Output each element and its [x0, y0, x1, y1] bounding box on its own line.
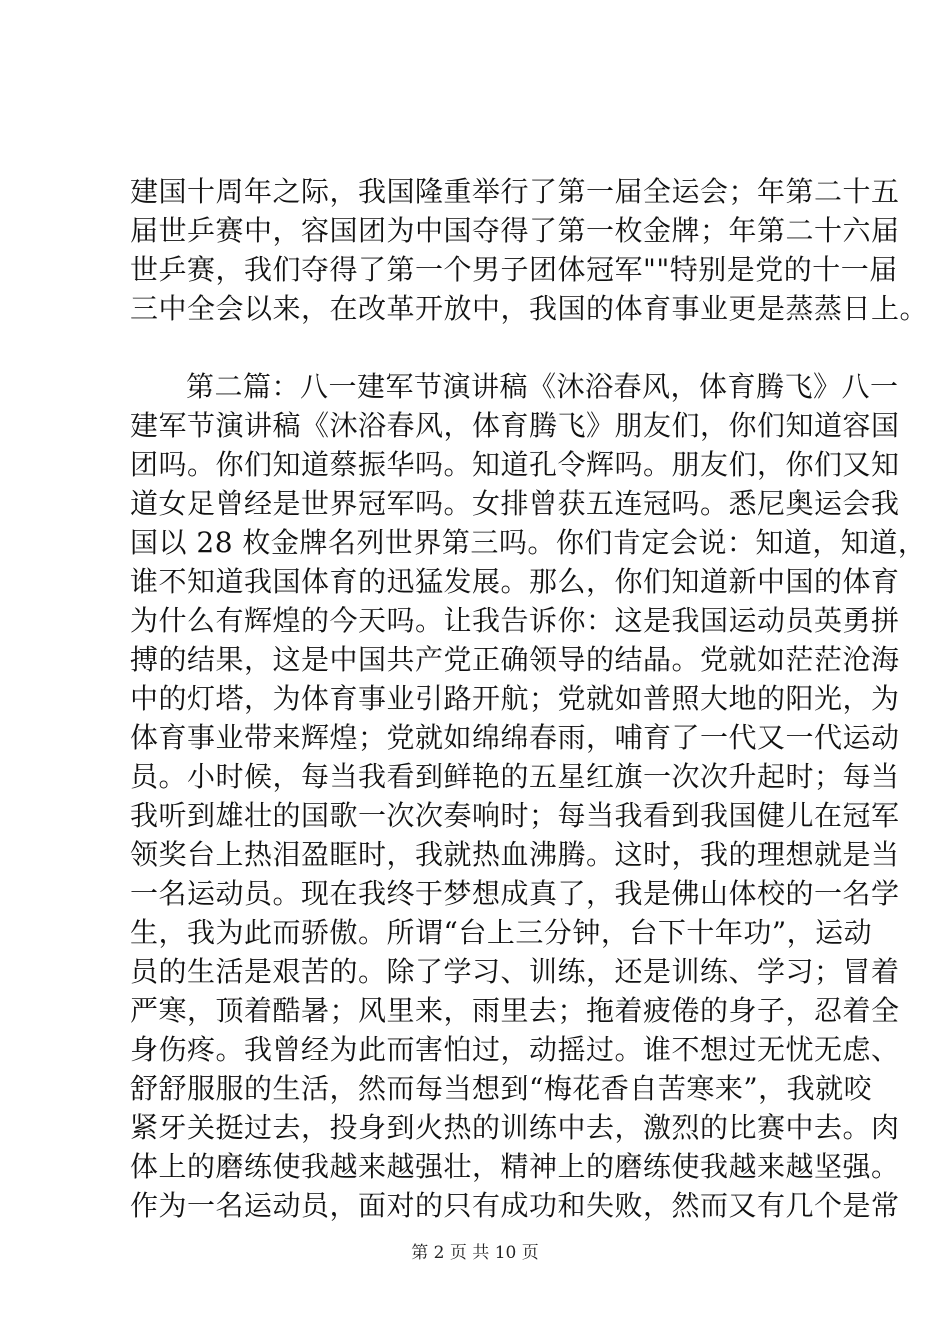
paragraph-2-line-13: 领奖台上热泪盈眶时，我就热血沸腾。这时，我的理想就是当 — [130, 838, 900, 871]
paragraph-2-line-5: 国以 28 枚金牌名列世界第三吗。你们肯定会说：知道，知道， — [130, 526, 927, 559]
paragraph-1-line-2: 届世乒赛中，容国团为中国夺得了第一枚金牌；年第二十六届 — [130, 214, 900, 247]
paragraph-2-line-3: 团吗。你们知道蔡振华吗。知道孔令辉吗。朋友们，你们又知 — [130, 448, 900, 481]
paragraph-2-line-8: 搏的结果，这是中国共产党正确领导的结晶。党就如茫茫沧海 — [130, 643, 900, 676]
page-number-footer: 第 2 页 共 10 页 — [411, 1243, 539, 1263]
paragraph-2-line-7: 为什么有辉煌的今天吗。让我告诉你：这是我国运动员英勇拼 — [130, 604, 900, 637]
paragraph-2-line-14: 一名运动员。现在我终于梦想成真了，我是佛山体校的一名学 — [130, 877, 900, 910]
paragraph-2-line-6: 谁不知道我国体育的迅猛发展。那么，你们知道新中国的体育 — [130, 565, 900, 598]
paragraph-1-line-3: 世乒赛，我们夺得了第一个男子团体冠军""特别是党的十一届 — [130, 253, 898, 286]
paragraph-2-line-22: 作为一名运动员，面对的只有成功和失败，然而又有几个是常 — [130, 1189, 900, 1222]
paragraph-2-line-9: 中的灯塔，为体育事业引路开航；党就如普照大地的阳光，为 — [130, 682, 900, 715]
paragraph-2-line-10: 体育事业带来辉煌；党就如绵绵春雨，哺育了一代又一代运动 — [130, 721, 900, 754]
paragraph-2-line-17: 严寒，顶着酷暑；风里来，雨里去；拖着疲倦的身子，忍着全 — [130, 994, 900, 1027]
paragraph-1-line-4: 三中全会以来，在改革开放中，我国的体育事业更是蒸蒸日上。 — [130, 292, 929, 325]
paragraph-2-line-12: 我听到雄壮的国歌一次次奏响时；每当我看到我国健儿在冠军 — [130, 799, 900, 832]
paragraph-2-line-20: 紧牙关挺过去，投身到火热的训练中去，激烈的比赛中去。肉 — [130, 1111, 900, 1144]
paragraph-2-line-19: 舒舒服服的生活，然而每当想到“梅花香自苦寒来”，我就咬 — [130, 1072, 873, 1105]
paragraph-2-line-21: 体上的磨练使我越来越强壮，精神上的磨练使我越来越坚强。 — [130, 1150, 900, 1183]
paragraph-2-line-4: 道女足曾经是世界冠军吗。女排曾获五连冠吗。悉尼奥运会我 — [130, 487, 900, 520]
paragraph-2-line-16: 员的生活是艰苦的。除了学习、训练，还是训练、学习；冒着 — [130, 955, 900, 988]
paragraph-2-line-1: 第二篇：八一建军节演讲稿《沐浴春风，体育腾飞》八一 — [186, 370, 899, 403]
paragraph-2-line-2: 建军节演讲稿《沐浴春风，体育腾飞》朋友们，你们知道容国 — [130, 409, 900, 442]
paragraph-2-line-11: 员。小时候，每当我看到鲜艳的五星红旗一次次升起时；每当 — [130, 760, 900, 793]
paragraph-2-line-15: 生，我为此而骄傲。所谓“台上三分钟，台下十年功”，运动 — [130, 916, 873, 949]
paragraph-1-line-1: 建国十周年之际，我国隆重举行了第一届全运会；年第二十五 — [130, 175, 900, 208]
paragraph-2-line-18: 身伤疼。我曾经为此而害怕过，动摇过。谁不想过无忧无虑、 — [130, 1033, 900, 1066]
